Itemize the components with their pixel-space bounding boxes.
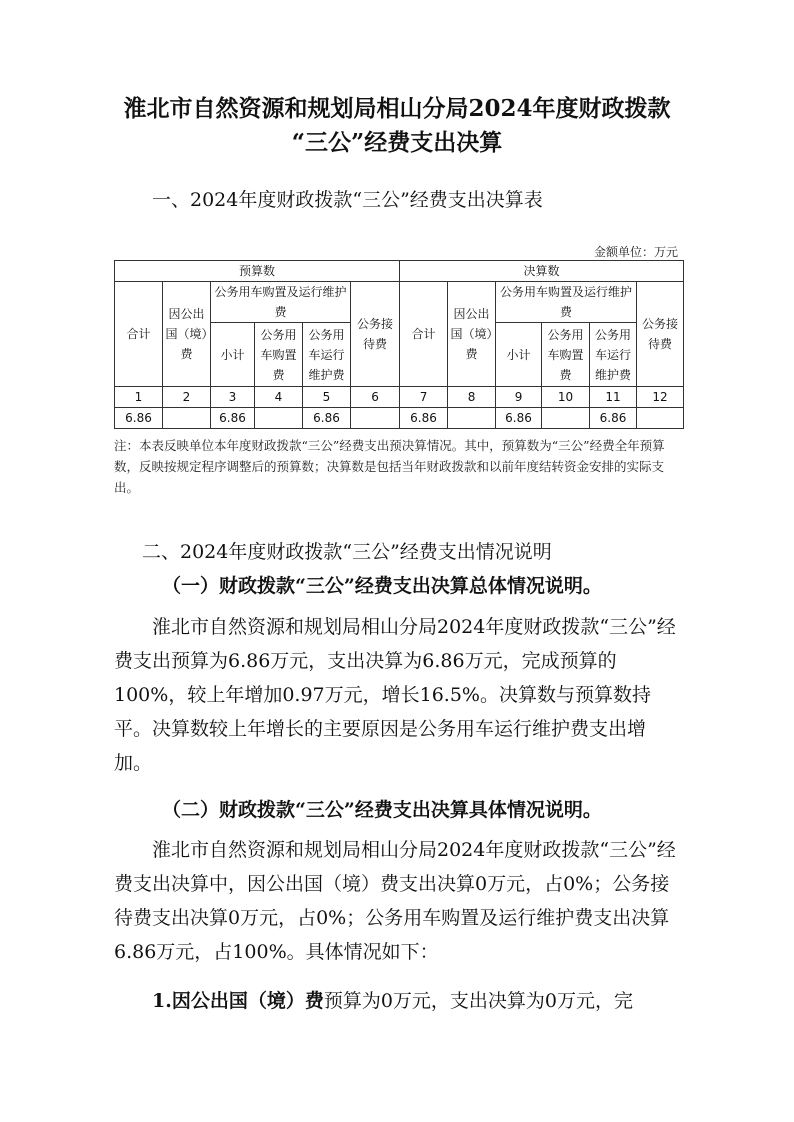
budget-vehicle-header: 公务用车购置及运行维护费 bbox=[211, 282, 351, 323]
subsection-1-paragraph bbox=[114, 610, 682, 780]
final-group-header: 决算数 bbox=[400, 261, 684, 282]
budget-purchase-header: 公务用车购置费 bbox=[255, 323, 303, 387]
column-number: 4 bbox=[255, 387, 303, 408]
section-1-heading: 一、2024年度财政拨款“三公”经费支出决算表 bbox=[152, 189, 543, 211]
budget-subtotal-header: 小计 bbox=[211, 323, 255, 387]
subsection-1-heading: （一）财政拨款“三公”经费支出决算总体情况说明。 bbox=[162, 575, 602, 597]
final-purchase-header: 公务用车购置费 bbox=[542, 323, 590, 387]
budget-total-header: 合计 bbox=[115, 282, 163, 387]
value-cell bbox=[255, 408, 303, 429]
column-number: 2 bbox=[163, 387, 211, 408]
value-cell bbox=[351, 408, 400, 429]
final-operation-header: 公务用车运行维护费 bbox=[590, 323, 637, 387]
value-cell bbox=[448, 408, 496, 429]
document-title-line-2: “三公”经费支出决算 bbox=[291, 129, 503, 156]
column-number: 10 bbox=[542, 387, 590, 408]
budget-operation-header: 公务用车运行维护费 bbox=[303, 323, 351, 387]
final-travel-header: 因公出国（境）费 bbox=[448, 282, 496, 387]
subsection-2-paragraph bbox=[114, 833, 682, 969]
budget-travel-header: 因公出国（境）费 bbox=[163, 282, 211, 387]
three-public-expenses-table bbox=[114, 260, 684, 429]
final-total-header: 合计 bbox=[400, 282, 448, 387]
column-number-row bbox=[115, 387, 684, 408]
section-2-heading: 二、2024年度财政拨款“三公”经费支出情况说明 bbox=[142, 541, 552, 563]
budget-group-header: 预算数 bbox=[115, 261, 400, 282]
amount-unit-label: 金额单位：万元 bbox=[593, 245, 678, 259]
column-number: 11 bbox=[590, 387, 637, 408]
column-number: 1 bbox=[115, 387, 163, 408]
subsection-2-heading: （二）财政拨款“三公”经费支出决算具体情况说明。 bbox=[162, 799, 602, 821]
value-cell bbox=[163, 408, 211, 429]
item-1-text: 预算为0万元，支出决算为0万元，完 bbox=[323, 990, 634, 1012]
column-number: 6 bbox=[351, 387, 400, 408]
value-cell: 6.86 bbox=[496, 408, 542, 429]
value-cell: 6.86 bbox=[400, 408, 448, 429]
column-number: 7 bbox=[400, 387, 448, 408]
column-number: 3 bbox=[211, 387, 255, 408]
value-cell: 6.86 bbox=[590, 408, 637, 429]
value-cell bbox=[542, 408, 590, 429]
subsection-2-text: 淮北市自然资源和规划局相山分局2024年度财政拨款“三公”经费支出决算中，因公出国（境）费支出决算0万元，占0%；公务接待费支出决算0万元，占0%；公务用车购置及运行维护费支出决算6.86万元，占100%。具体情况如下： bbox=[114, 839, 676, 963]
value-cell: 6.86 bbox=[211, 408, 255, 429]
final-subtotal-header: 小计 bbox=[496, 323, 542, 387]
column-number: 5 bbox=[303, 387, 351, 408]
value-cell: 6.86 bbox=[303, 408, 351, 429]
subsection-1-text: 淮北市自然资源和规划局相山分局2024年度财政拨款“三公”经费支出预算为6.86万元，支出决算为6.86万元，完成预算的100%，较上年增加0.97万元，增长16.5%。决算数与预算数持平。决算数较上年增长的主要原因是公务用车运行维护费支出增加。 bbox=[114, 616, 676, 774]
column-number: 12 bbox=[637, 387, 684, 408]
column-number: 8 bbox=[448, 387, 496, 408]
document-title-line-1: 淮北市自然资源和规划局相山分局2024年度财政拨款 bbox=[123, 95, 671, 122]
value-row bbox=[115, 408, 684, 429]
table-note: 注：本表反映单位本年度财政拨款“三公”经费支出预决算情况。其中，预算数为“三公”经费全年预算数，反映按规定程序调整后的预算数；决算数是包括当年财政拨款和以前年度结转资金安排的实际支出。 bbox=[114, 438, 665, 495]
value-cell: 6.86 bbox=[115, 408, 163, 429]
value-cell bbox=[637, 408, 684, 429]
item-1-label: 1.因公出国（境）费 bbox=[152, 990, 324, 1012]
final-reception-header: 公务接待费 bbox=[637, 282, 684, 387]
item-1-paragraph bbox=[114, 984, 682, 1018]
final-vehicle-header: 公务用车购置及运行维护费 bbox=[496, 282, 637, 323]
column-number: 9 bbox=[496, 387, 542, 408]
budget-reception-header: 公务接待费 bbox=[351, 282, 400, 387]
